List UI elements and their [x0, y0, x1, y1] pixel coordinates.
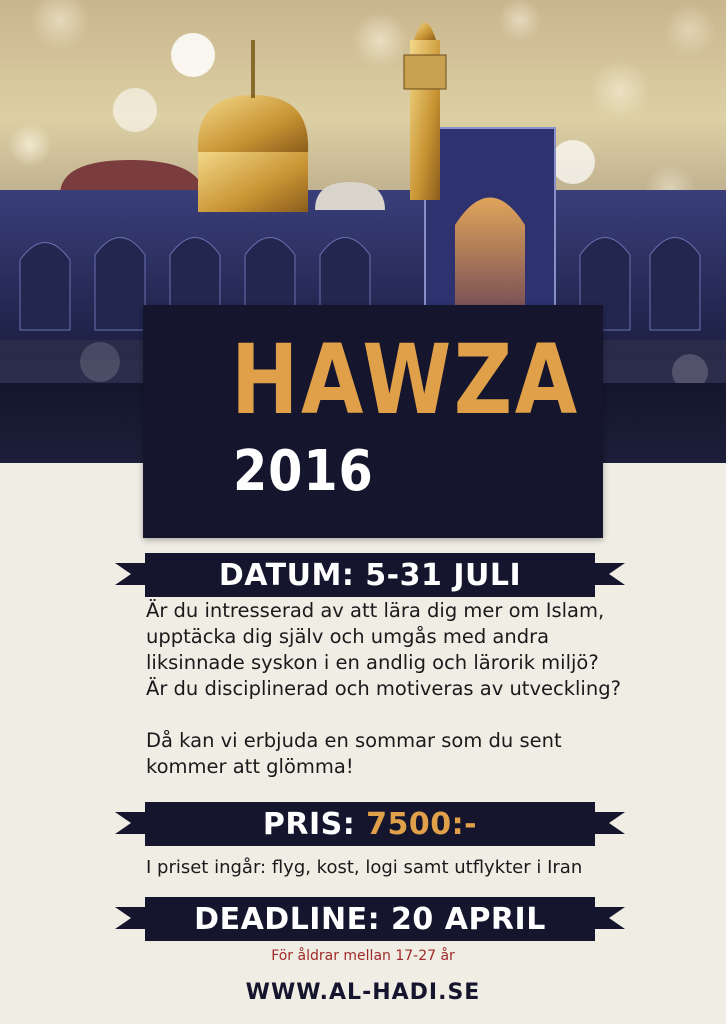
- price-value: 7500:-: [366, 806, 478, 842]
- deadline-ribbon: [115, 897, 625, 941]
- title-box: [143, 305, 603, 538]
- deadline-label: DEADLINE:: [194, 901, 381, 937]
- intro-text: [146, 598, 626, 780]
- price-ribbon-text: [145, 802, 595, 846]
- poster-title: HAWZA: [231, 324, 580, 436]
- deadline-value: 20 APRIL: [391, 901, 546, 937]
- date-label: DATUM:: [218, 557, 355, 593]
- price-ribbon: [115, 802, 625, 846]
- date-value: 5-31 JULI: [365, 557, 522, 593]
- age-note: För åldrar mellan 17-27 år: [271, 948, 455, 964]
- price-label: PRIS:: [262, 806, 356, 842]
- date-ribbon-text: [145, 553, 595, 597]
- price-note: I priset ingår: flyg, kost, logi samt utflykter i Iran: [146, 857, 583, 878]
- intro-paragraph-2: Då kan vi erbjuda en sommar som du sent kommer att glömma!: [146, 729, 562, 778]
- deadline-ribbon-text: [145, 897, 595, 941]
- intro-paragraph-1: Är du intresserad av att lära dig mer om Islam, upptäcka dig själv och umgås med andra liksinnade syskon i en andlig och lärorik miljö? Är du disciplinerad och motiveras av utveckling?: [146, 599, 621, 700]
- website-link[interactable]: WWW.AL-HADI.SE: [245, 980, 481, 1005]
- date-ribbon: [115, 553, 625, 597]
- poster-year: 2016: [233, 439, 374, 504]
